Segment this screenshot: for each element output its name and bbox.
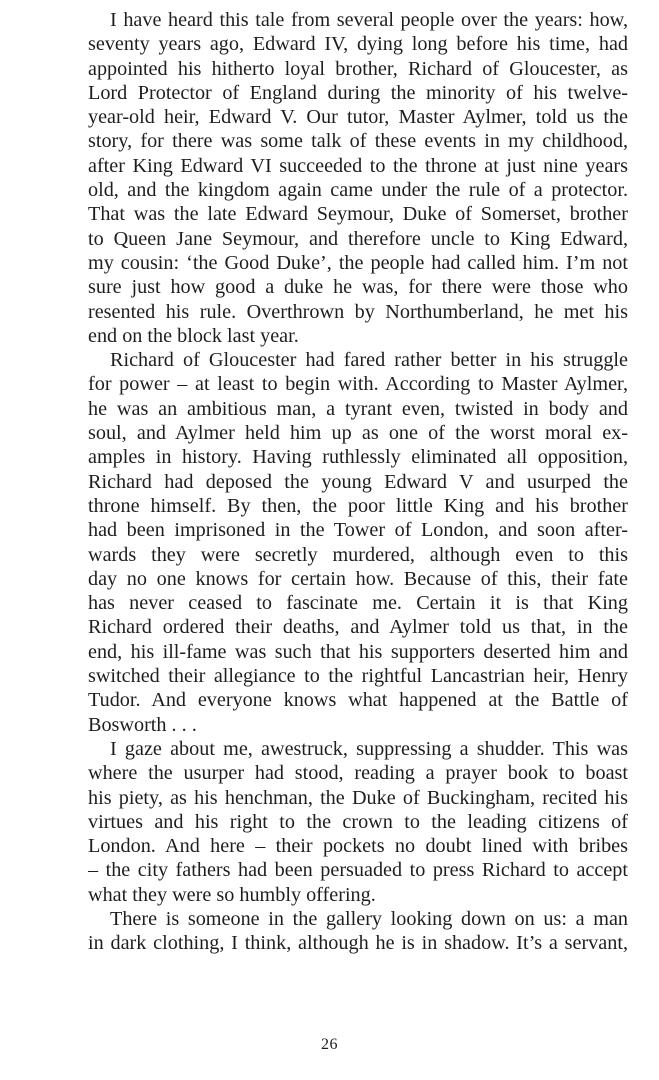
text-line: virtues and his right to the crown to the leading citizens of	[88, 810, 628, 833]
text-line: has never ceased to fascinate me. Certain it is that King	[88, 592, 628, 615]
text-line: in dark clothing, I think, although he is in shadow. It’s a servant,	[88, 932, 628, 955]
text-line: There is someone in the gallery looking down on us: a man	[110, 907, 628, 930]
text-line: amples in history. Having ruthlessly eliminated all opposition,	[88, 446, 628, 469]
text-line: resented his rule. Overthrown by Northumberland, he met his	[88, 300, 628, 323]
text-line: after King Edward VI succeeded to the throne at just nine years	[88, 154, 628, 177]
text-line: – the city fathers had been persuaded to press Richard to accept	[88, 859, 628, 882]
text-line: appointed his hitherto loyal brother, Richard of Gloucester, as	[88, 57, 628, 80]
body-text	[88, 8, 628, 956]
text-line: story, for there was some talk of these events in my childhood,	[88, 130, 628, 153]
text-line: what they were so humbly offering.	[88, 883, 376, 906]
text-line: Richard ordered their deaths, and Aylmer told us that, in the	[88, 616, 628, 639]
text-line: old, and the kingdom again came under the rule of a protector.	[88, 179, 628, 202]
text-line: for power – at least to begin with. According to Master Aylmer,	[88, 373, 628, 396]
text-line: throne himself. By then, the poor little King and his brother	[88, 494, 628, 517]
text-line: Bosworth . . .	[88, 713, 197, 736]
text-line: his piety, as his henchman, the Duke of Buckingham, recited his	[88, 786, 628, 809]
text-line: That was the late Edward Seymour, Duke of Somerset, brother	[88, 203, 628, 226]
text-line: switched their allegiance to the rightful Lancastrian heir, Henry	[88, 665, 628, 688]
text-line: year-old heir, Edward V. Our tutor, Master Aylmer, told us the	[88, 106, 628, 129]
text-line: to Queen Jane Seymour, and therefore uncle to King Edward,	[88, 227, 628, 250]
text-line: I have heard this tale from several people over the years: how,	[110, 9, 628, 31]
text-line: Richard had deposed the young Edward V and usurped the	[88, 470, 628, 493]
text-line: sure just how good a duke he was, for there were those who	[88, 276, 628, 299]
text-line: Lord Protector of England during the minority of his twelve-	[88, 81, 628, 104]
text-line: had been imprisoned in the Tower of London, and soon after-	[88, 519, 628, 542]
text-line: end, his ill-fame was such that his supporters deserted him and	[88, 640, 628, 663]
text-line: he was an ambitious man, a tyrant even, twisted in body and	[88, 397, 628, 420]
text-line: my cousin: ‘the Good Duke’, the people had called him. I’m not	[88, 251, 628, 274]
text-line: London. And here – their pockets no doubt lined with bribes	[88, 835, 628, 858]
text-line: day no one knows for certain how. Because of this, their fate	[88, 567, 628, 590]
page-number: 26	[321, 1036, 338, 1053]
text-line: I gaze about me, awestruck, suppressing a shudder. This was	[110, 737, 628, 760]
text-line: where the usurper had stood, reading a prayer book to boast	[88, 762, 628, 785]
text-line: end on the block last year.	[88, 324, 299, 347]
text-line: wards they were secretly murdered, although even to this	[88, 543, 628, 566]
text-line: Tudor. And everyone knows what happened at the Battle of	[88, 689, 628, 712]
text-line: Richard of Gloucester had fared rather better in his struggle	[110, 349, 628, 372]
text-line: soul, and Aylmer held him up as one of the worst moral ex-	[88, 422, 628, 445]
text-line: seventy years ago, Edward IV, dying long before his time, had	[88, 33, 628, 56]
